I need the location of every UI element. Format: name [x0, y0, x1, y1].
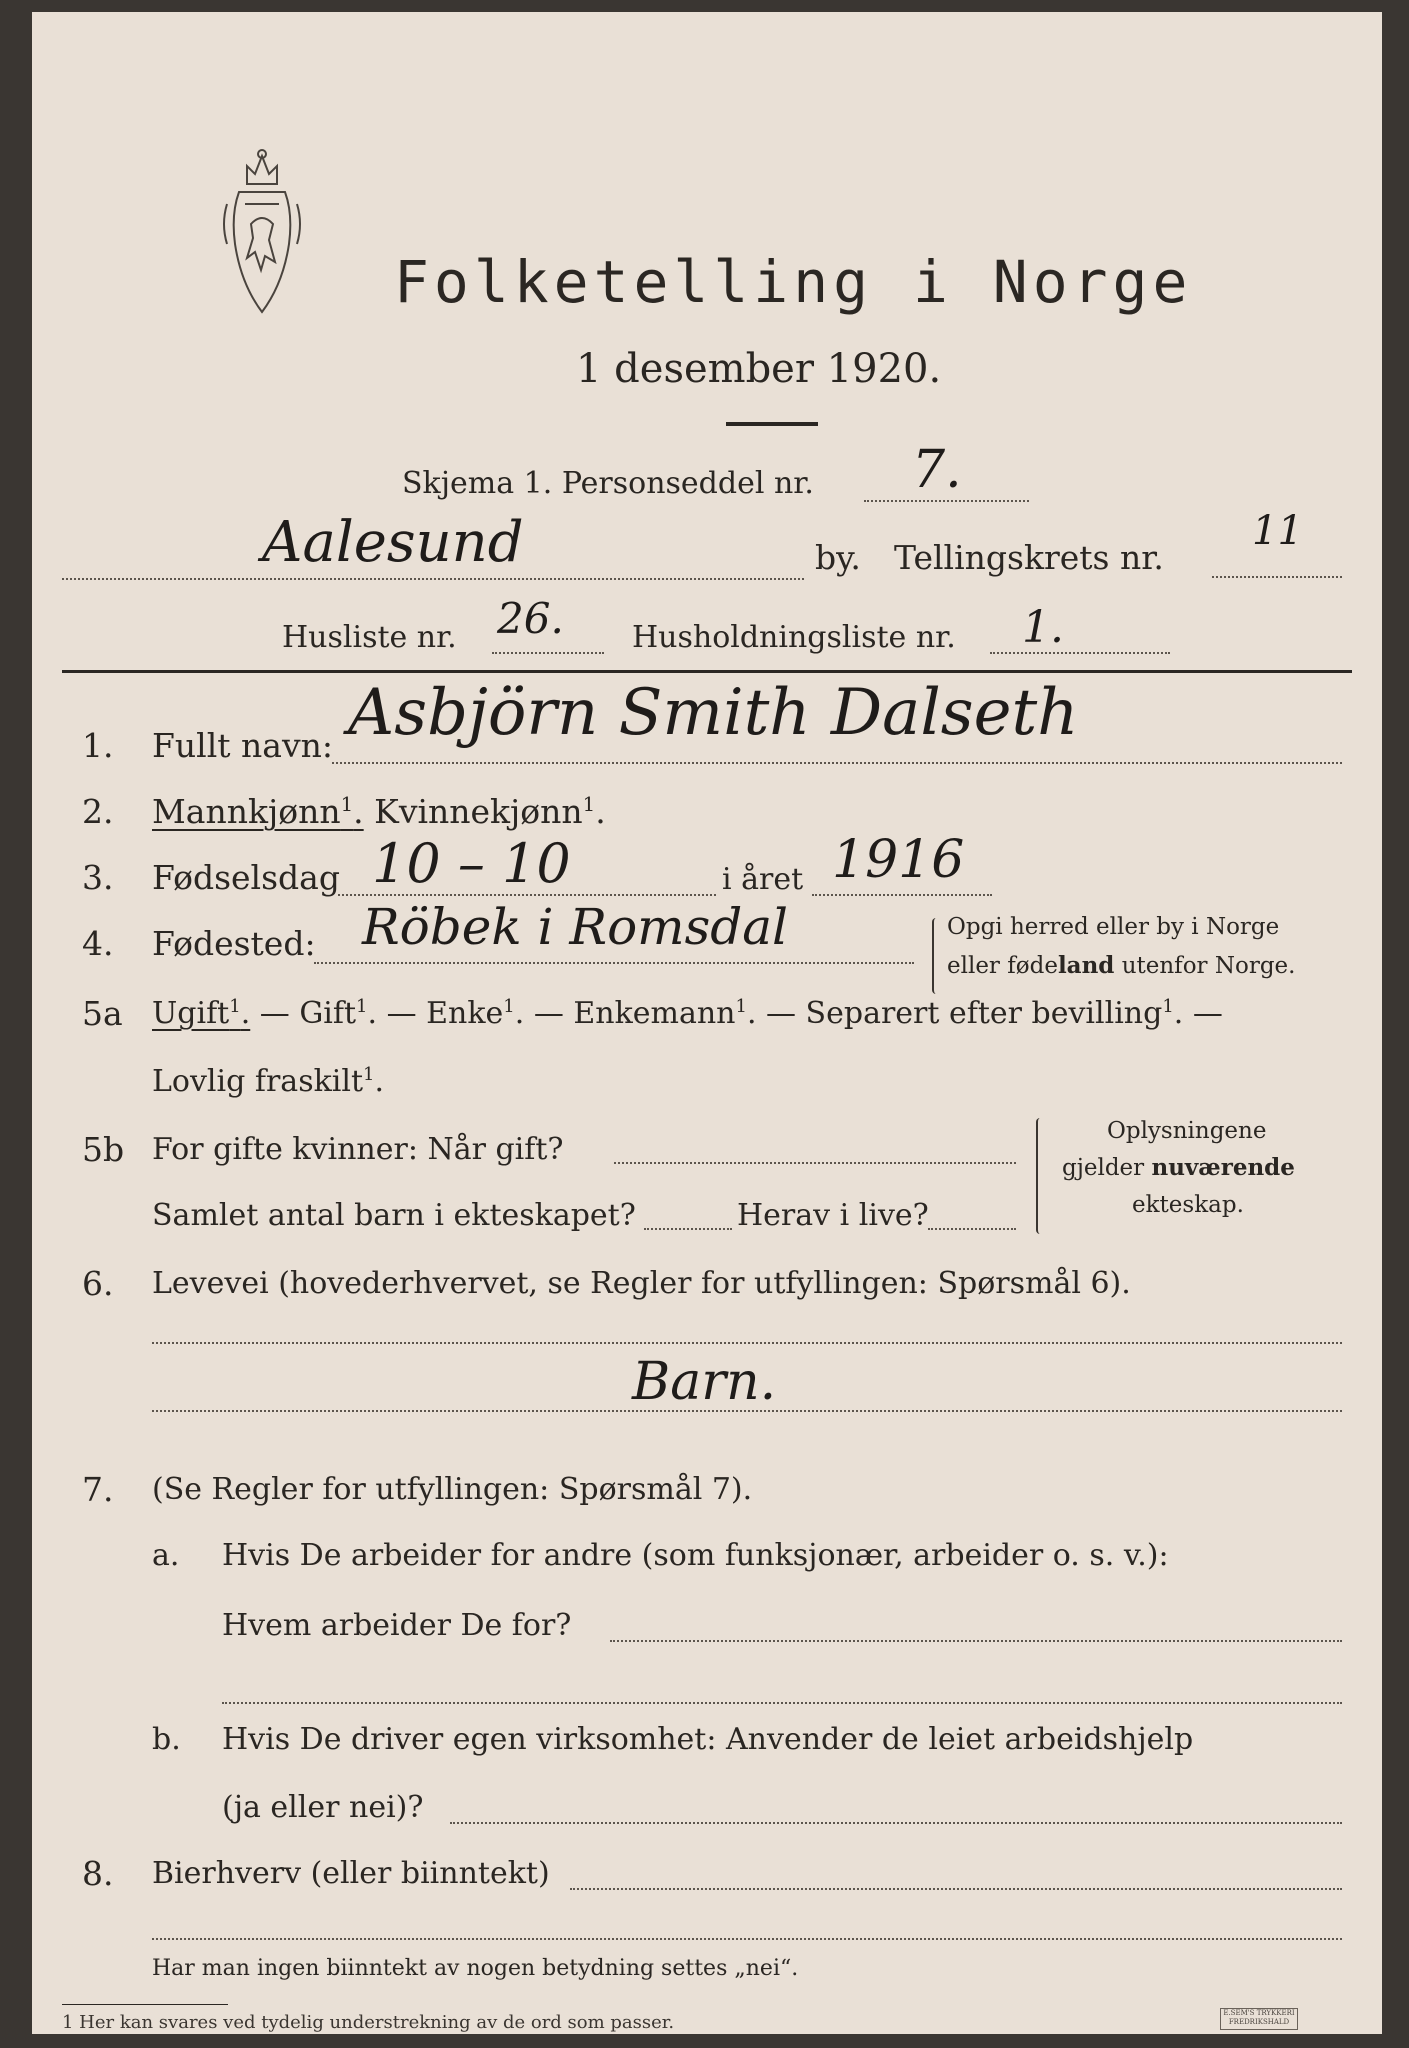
full-name-value: Asbjörn Smith Dalseth: [348, 676, 1079, 750]
husholdningsliste-number: 1.: [1022, 602, 1064, 653]
city-handwritten: Aalesund: [262, 510, 524, 575]
personseddel-field-line: [864, 500, 1029, 502]
header-separator-rule: [62, 670, 1352, 673]
q5b-herav-label: Herav i live?: [737, 1198, 929, 1233]
q6-field-line-2: [152, 1410, 1342, 1412]
form-title: Folketelling i Norge: [394, 248, 1193, 316]
q5b-label: For gifte kvinner: Når gift?: [152, 1132, 564, 1167]
q5b-children-label: Samlet antal barn i ekteskapet?: [152, 1198, 636, 1233]
q8-label: Bierhverv (eller biinntekt): [152, 1856, 550, 1891]
q7a-letter: a.: [152, 1538, 180, 1573]
q5b-alive-field-line: [928, 1228, 1016, 1230]
q4-number: 4.: [82, 924, 114, 963]
option-enkemann: — Enkemann$^1$.: [524, 996, 757, 1031]
q3-label: Fødselsdag: [152, 858, 340, 897]
husholdningsliste-field-line: [990, 652, 1170, 654]
option-separert: — Separert efter bevilling$^1$.: [756, 996, 1184, 1031]
q8-field-line-1: [570, 1888, 1342, 1890]
q6-number: 6.: [82, 1264, 114, 1303]
q6-label: Levevei (hovederhvervet, se Regler for utfyllingen: Spørsmål 6).: [152, 1266, 1131, 1301]
option-gift: — Gift$^1$.: [250, 996, 378, 1031]
q8-number: 8.: [82, 1854, 114, 1893]
q5b-note-line2: gjelder nuværende: [1062, 1154, 1295, 1181]
by-label: by.: [815, 538, 861, 577]
q7a-field-line-2: [222, 1702, 1342, 1704]
census-date: 1 desember 1920.: [576, 346, 942, 392]
husliste-number: 26.: [497, 594, 564, 643]
q7b-letter: b.: [152, 1722, 181, 1757]
q3-number: 3.: [82, 858, 114, 897]
q1-field-line: [332, 762, 1342, 764]
skjema-label: Skjema 1. Personseddel nr.: [402, 466, 814, 501]
birth-year-value: 1916: [832, 830, 965, 890]
census-form-page: [32, 12, 1382, 2034]
option-lovlig-fraskilt: Lovlig fraskilt$^1$.: [152, 1064, 385, 1099]
q7-number: 7.: [82, 1470, 114, 1509]
footnote-text: 1 Her kan svares ved tydelig understrekning av de ord som passer.: [62, 2012, 675, 2032]
option-ugift: Ugift$^1$.: [152, 996, 251, 1031]
q7b-field-line: [450, 1822, 1342, 1824]
personseddel-number: 7.: [912, 440, 962, 500]
q5b-note-line1: Oplysningene: [1107, 1118, 1267, 1144]
tellingskrets-number: 11: [1252, 508, 1303, 554]
footer-note: Har man ingen biinntekt av nogen betydning settes „nei“.: [152, 1956, 799, 1981]
footnote-separator: [62, 2004, 228, 2005]
q5b-note-bracket: [1036, 1118, 1044, 1234]
q5b-number: 5b: [82, 1130, 125, 1169]
q4-note-bracket: [932, 918, 940, 994]
printer-stamp: E.SEM'S TRYKKERI FREDRIKSHALD: [1220, 2008, 1298, 2030]
title-divider: [726, 422, 818, 426]
tellingskrets-label: Tellingskrets nr.: [894, 538, 1164, 577]
q4-note-line1: Opgi herred eller by i Norge: [947, 914, 1280, 940]
q3-year-field-line: [812, 894, 992, 896]
q8-field-line-2: [152, 1938, 1342, 1940]
coat-of-arms-emblem: [217, 144, 307, 320]
q1-number: 1.: [82, 726, 114, 765]
q5a-number: 5a: [82, 994, 123, 1033]
city-field-line: [62, 578, 804, 580]
q2-gender-options: [152, 792, 606, 831]
q1-label: Fullt navn:: [152, 726, 333, 765]
q7-label: (Se Regler for utfyllingen: Spørsmål 7).: [152, 1472, 753, 1507]
tellingskrets-field-line: [1212, 576, 1342, 578]
q7a-text: Hvis De arbeider for andre (som funksjonær, arbeider o. s. v.):: [222, 1538, 1169, 1573]
q4-field-line: [314, 962, 914, 964]
q6-field-line-1: [152, 1342, 1342, 1344]
option-kvinnekjonn: Kvinnekjønn$^1$.: [374, 792, 606, 831]
q2-number: 2.: [82, 792, 114, 831]
birthplace-value: Röbek i Romsdal: [362, 898, 789, 956]
q4-label: Fødested:: [152, 924, 316, 963]
birth-date-value: 10 – 10: [372, 832, 571, 895]
q7a-text2: Hvem arbeider De for?: [222, 1608, 572, 1643]
option-enke: — Enke$^1$.: [377, 996, 525, 1031]
q3-year-label: i året: [722, 862, 804, 897]
q5b-children-field-line: [644, 1228, 732, 1230]
husholdningsliste-label: Husholdningsliste nr.: [632, 620, 956, 655]
q5b-when-field-line: [614, 1162, 1016, 1164]
husliste-field-line: [492, 652, 604, 654]
q7b-text2: (ja eller nei)?: [222, 1790, 424, 1825]
q7a-field-line-1: [610, 1640, 1342, 1642]
q5b-note-line3: ekteskap.: [1132, 1192, 1244, 1218]
option-mannkjonn: Mannkjønn$^1$.: [152, 792, 364, 831]
q4-note-line2: eller fødeland utenfor Norge.: [947, 952, 1296, 979]
q7b-text: Hvis De driver egen virksomhet: Anvender de leiet arbeidshjelp: [222, 1722, 1194, 1757]
q5a-marital-options: Ugift$^1$. — Gift$^1$. — Enke$^1$. — Enkemann$^1$. — Separert efter bevilling$^1$. —: [152, 996, 1223, 1031]
occupation-value: Barn.: [632, 1352, 777, 1412]
husliste-label: Husliste nr.: [282, 620, 457, 655]
